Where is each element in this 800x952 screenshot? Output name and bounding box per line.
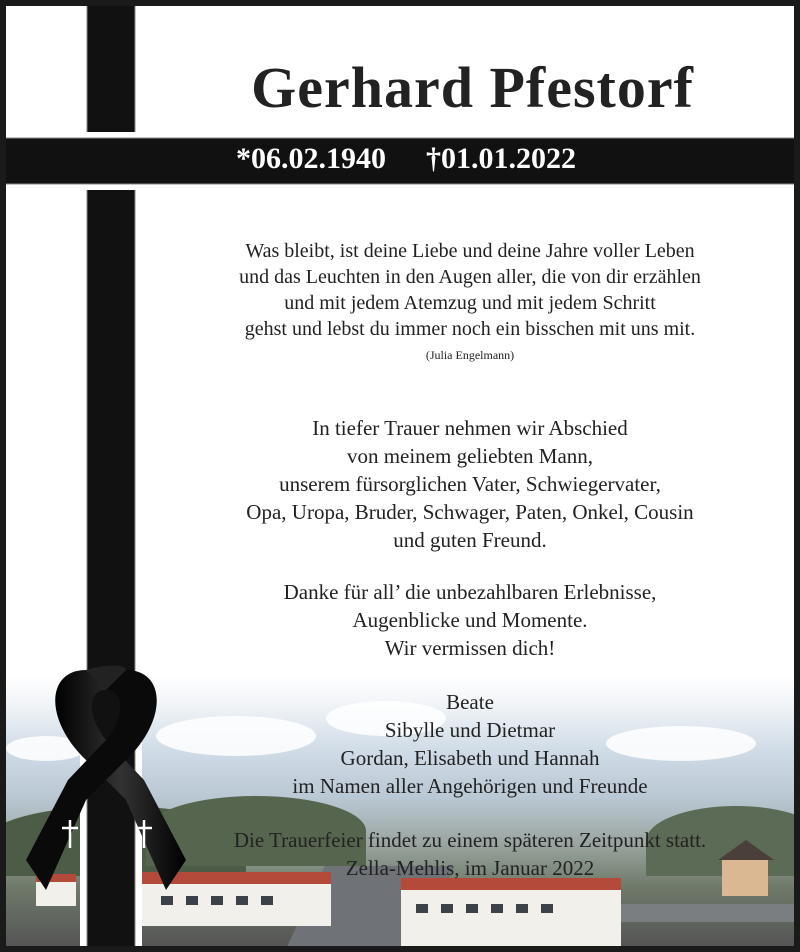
life-dates [236,142,736,176]
thanks-line: Danke für all’ die unbezahlbaren Erlebnisse, [283,580,657,604]
mourning-ribbon-icon [26,660,186,890]
thanks-text [206,578,734,662]
mourner-line: Sibylle und Dietmar [384,718,556,742]
obituary-card [6,6,794,946]
memorial-quote [206,238,734,342]
quote-line: gehst und lebst du immer noch ein bisschen mit uns mit. [244,318,696,340]
closing-line: Die Trauerfeier findet zu einem späteren Zeitpunkt statt. [233,828,707,852]
quote-line: und das Leuchten in den Augen aller, die von dir erzählen [239,266,701,288]
mourner-line: Beate [446,690,494,714]
mourner-line: im Namen aller Angehörigen und Freunde [292,774,648,798]
farewell-line: von meinem geliebten Mann, [346,444,594,468]
farewell-text [206,414,734,554]
death-date: †01.01.2022 [426,142,576,175]
farewell-line: unserem fürsorglichen Vater, Schwiegervater, [279,472,661,496]
dates-banner [6,132,794,190]
birth-date: *06.02.1940 [236,142,386,175]
closing-line: Zella-Mehlis, im Januar 2022 [345,856,595,880]
farewell-line: Opa, Uropa, Bruder, Schwager, Paten, Onkel, Cousin [246,500,694,524]
quote-line: Was bleibt, ist deine Liebe und deine Jahre voller Leben [245,240,695,262]
mourners-list [206,688,734,800]
closing-text [206,826,734,882]
farewell-line: und guten Freund. [393,528,547,552]
quote-line: und mit jedem Atemzug und mit jedem Schritt [284,292,656,314]
farewell-line: In tiefer Trauer nehmen wir Abschied [312,416,628,440]
deceased-name: Gerhard Pfestorf [251,55,694,120]
thanks-line: Wir vermissen dich! [384,636,556,660]
thanks-line: Augenblicke und Momente. [352,608,588,632]
quote-author: (Julia Engelmann) [425,348,515,362]
mourner-line: Gordan, Elisabeth und Hannah [340,746,600,770]
